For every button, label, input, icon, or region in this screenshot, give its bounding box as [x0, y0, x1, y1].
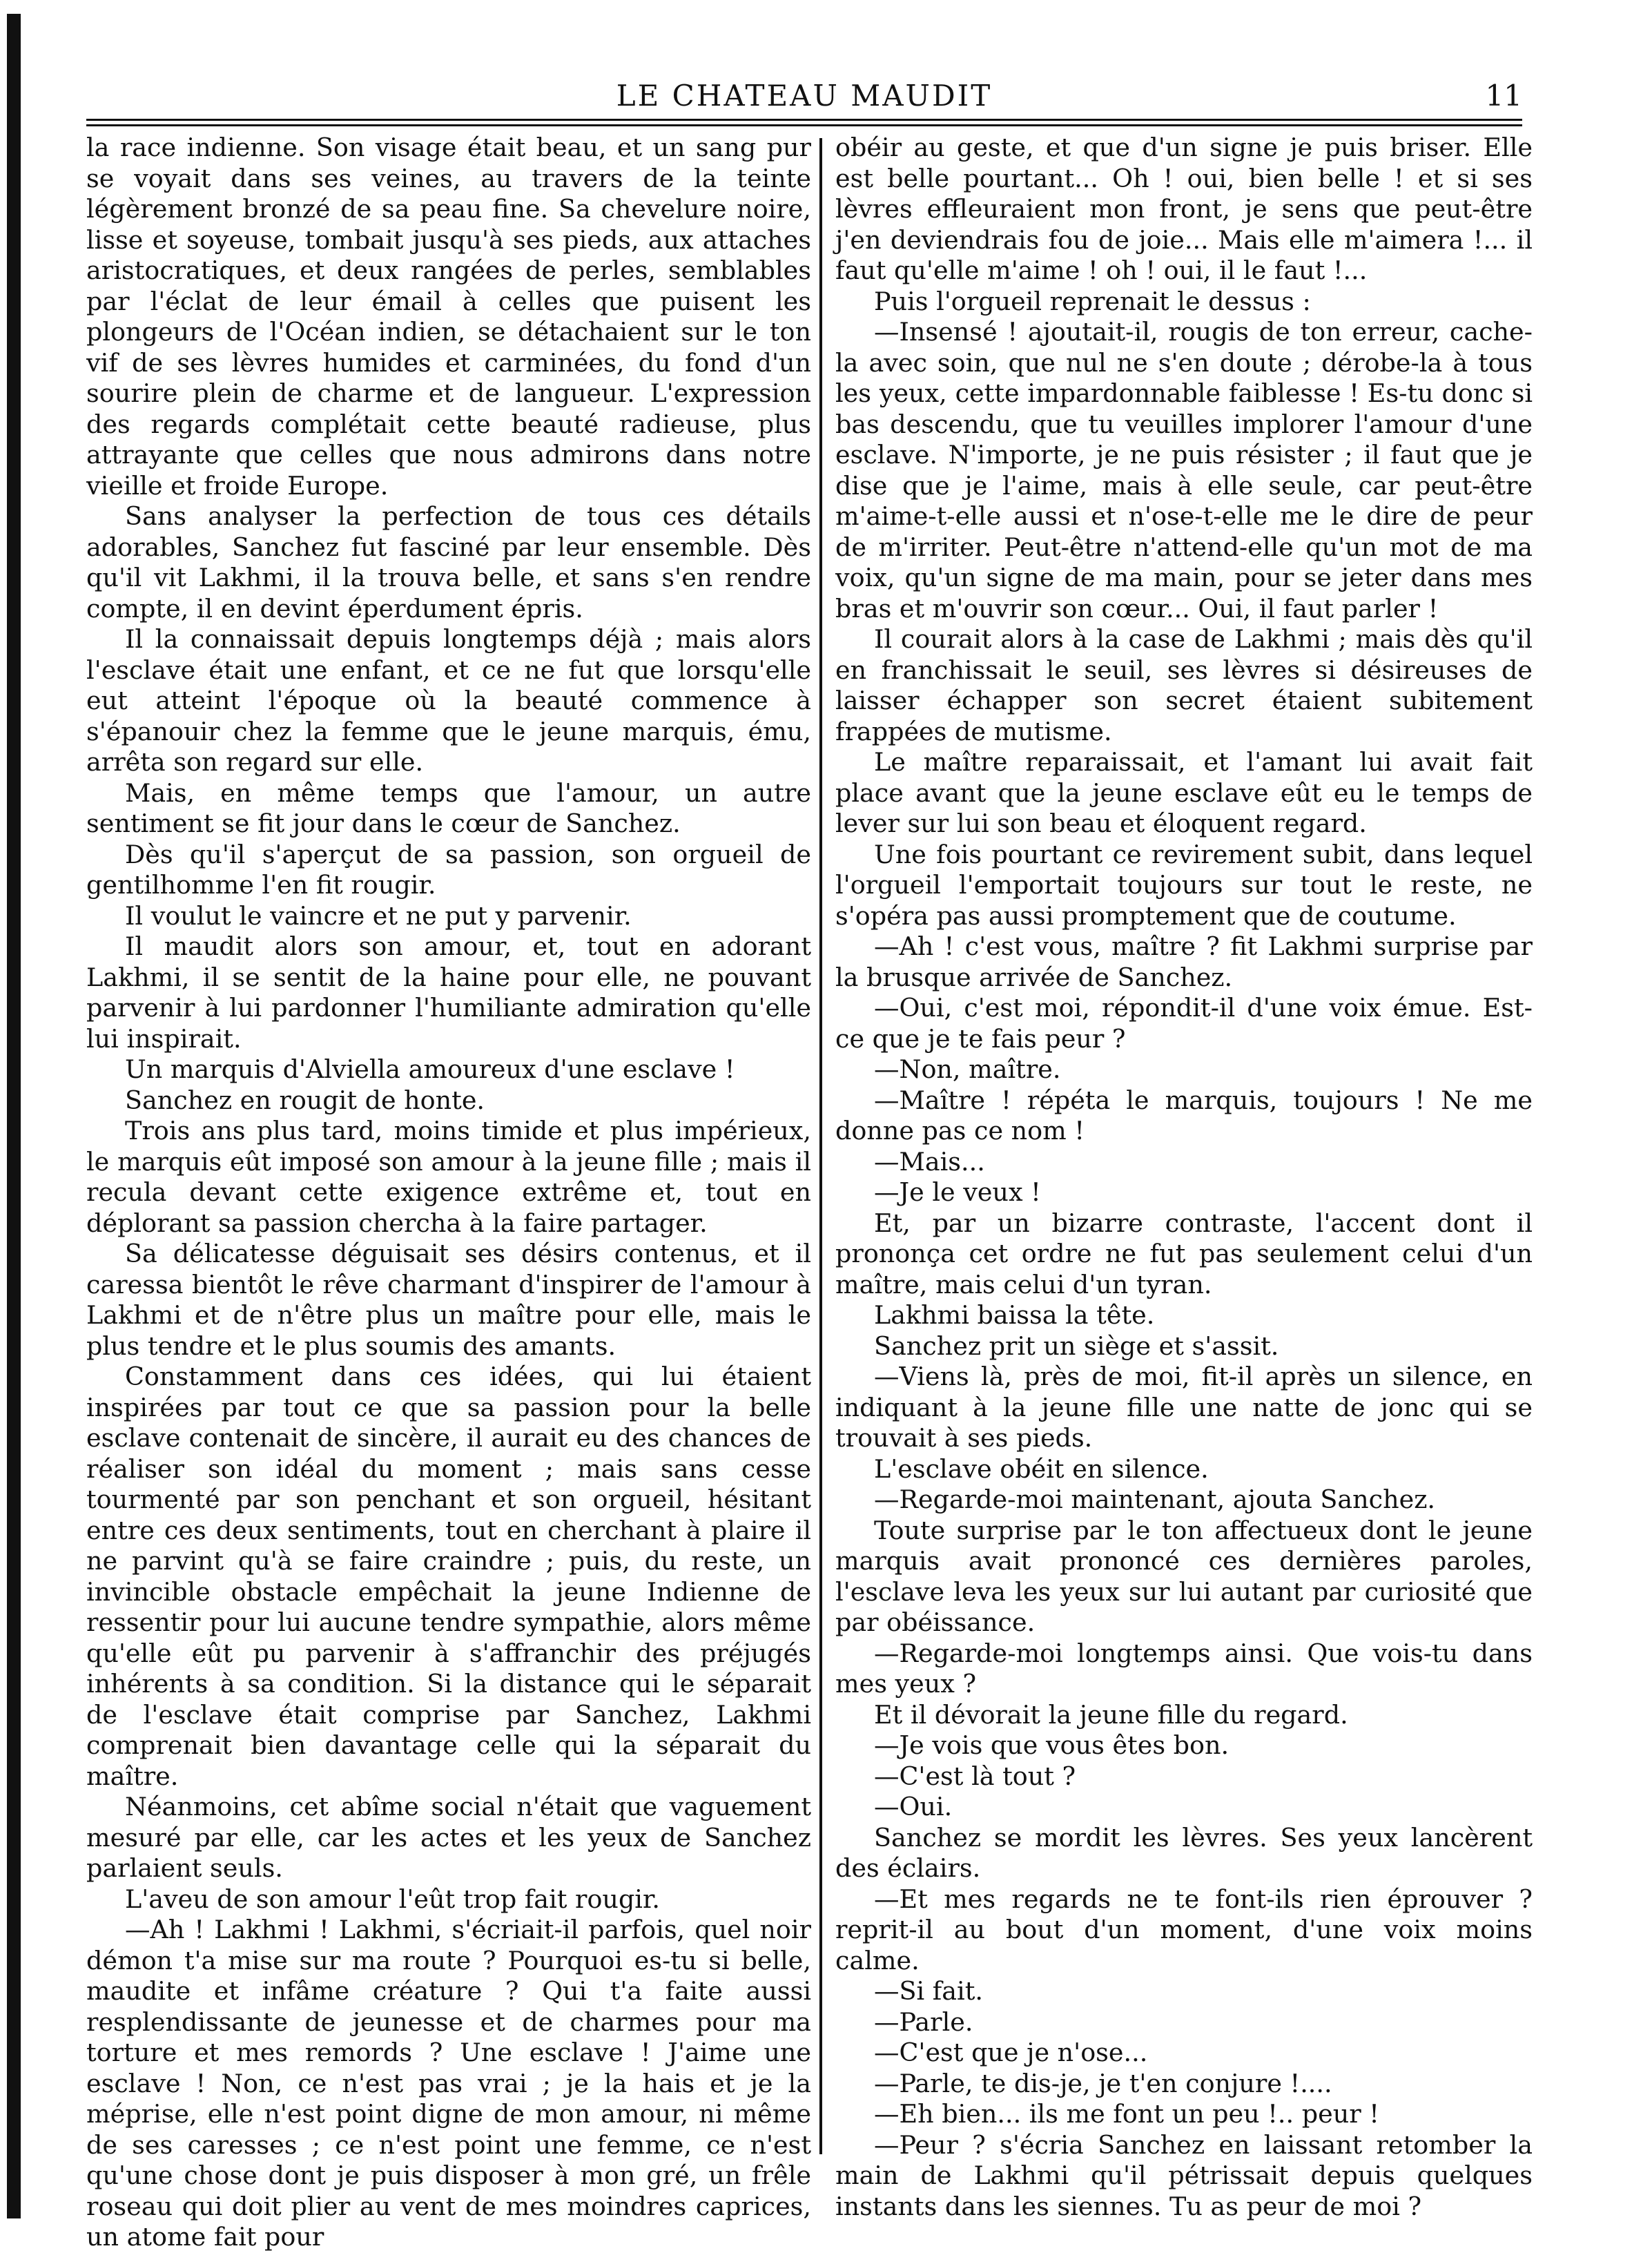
paragraph: —Maître ! répéta le marquis, toujours ! Ne me donne pas ce nom ! [835, 1085, 1533, 1145]
paragraph: Il voulut le vaincre et ne put y parvenir. [125, 900, 632, 931]
running-title: LE CHATEAU MAUDIT [616, 79, 993, 113]
paragraph: —Peur ? s'écria Sanchez en laissant retomber la main de Lakhmi qu'il pétrissait depuis quelques instants dans les siennes. Tu as peur de moi ? [835, 2129, 1533, 2221]
column-divider [819, 138, 822, 2154]
paragraph: —Regarde-moi longtemps ainsi. Que vois-tu dans mes yeux ? [835, 1638, 1533, 1699]
paragraph: Toute surprise par le ton affectueux dont le jeune marquis avait prononcé ces dernières paroles, l'esclave leva les yeux sur lui autant par curiosité que par obéissance. [835, 1515, 1533, 1637]
paragraph: Il la connaissait depuis longtemps déjà ; mais alors l'esclave était une enfant, et ce ne fut que lorsqu'elle eut atteint l'époque où la beauté commence à s'épanouir chez la femme que le jeune marquis, ému, arrêta son regard sur elle. [86, 624, 811, 777]
paragraph: Sanchez en rougit de honte. [125, 1085, 485, 1115]
paragraph: Puis l'orgueil reprenait le dessus : [874, 286, 1311, 316]
paragraph: —Je le veux ! [874, 1177, 1041, 1207]
binding-edge [7, 14, 21, 2218]
paragraph: L'aveu de son amour l'eût trop fait rougir. [125, 1884, 661, 1914]
paragraph: —Ah ! Lakhmi ! Lakhmi, s'écriait-il parfois, quel noir démon t'a mise sur ma route ? Pourquoi es-tu si belle, maudite et infâme créature ? Qui t'a faite aussi resplendissante de jeunesse et de charmes pour ma torture et mes remords ? Une esclave ! J'aime une esclave ! Non, ce n'est pas vrai ; je la hais et je la méprise, elle n'est point digne de mon amour, ni même de ses caresses ; ce n'est point une femme, ce n'est qu'une chose dont je puis disposer à mon gré, un frêle roseau qui doit plier au vent de mes moindres caprices, un atome fait pour [86, 1915, 811, 2252]
paragraph: L'esclave obéit en silence. [874, 1453, 1209, 1484]
paragraph: —Si fait. [874, 1976, 983, 2006]
paragraph: Un marquis d'Alviella amoureux d'une esclave ! [125, 1054, 735, 1084]
paragraph: —Non, maître. [874, 1054, 1061, 1084]
paragraph: —C'est là tout ? [874, 1761, 1076, 1791]
paragraph: Dès qu'il s'aperçut de sa passion, son orgueil de gentilhomme l'en fit rougir. [86, 839, 811, 900]
paragraph: Constamment dans ces idées, qui lui étaient inspirées par tout ce que sa passion pour la belle esclave contenait de sincère, il aurait eu des chances de réaliser son idéal du moment ; mais sans cesse tourmenté par son penchant et son orgueil, hésitant entre ces deux sentiments, tout en cherchant à plaire il ne parvint qu'à se faire craindre ; puis, du reste, un invincible obstacle empêchait la jeune Indienne de ressentir pour lui aucune tendre sympathie, alors même qu'elle eût pu parvenir à s'affranchir des préjugés inhérents à sa condition. Si la distance qui le séparait de l'esclave était comprise par Sanchez, Lakhmi comprenait bien davantage celle qui la séparait du maître. [86, 1362, 811, 1791]
paragraph: Néanmoins, cet abîme social n'était que vaguement mesuré par elle, car les actes et les yeux de Sanchez parlaient seuls. [86, 1792, 811, 1883]
paragraph: —Parle, te dis-je, je t'en conjure !.... [874, 2068, 1332, 2098]
left-column [86, 133, 811, 2253]
paragraph: —Oui, c'est moi, répondit-il d'une voix émue. Est-ce que je te fais peur ? [835, 993, 1533, 1054]
paragraph: —Insensé ! ajoutait-il, rougis de ton erreur, cache-la avec soin, que nul ne s'en doute ; dérobe-la à tous les yeux, cette impardonnable faiblesse ! Es-tu donc si bas descendu, que tu veuilles implorer l'amour d'une esclave. N'importe, je ne puis résister ; il faut que je dise que je l'aime, mais à elle seule, car peut-être m'aime-t-elle aussi et n'ose-t-elle me le dire de peur de m'irriter. Peut-être n'attend-elle qu'un mot de ma voix, qu'un signe de ma main, pour se jeter dans mes bras et m'ouvrir son cœur... Oui, il faut parler ! [835, 317, 1533, 623]
paragraph: Sanchez prit un siège et s'assit. [874, 1331, 1279, 1361]
paragraph: obéir au geste, et que d'un signe je puis briser. Elle est belle pourtant... Oh ! oui, bien belle ! et si ses lèvres effleuraient mon front, je sens que peut-être j'en deviendrais fou de joie... Mais elle m'aimera !... il faut qu'elle m'aime ! oh ! oui, il le faut !... [835, 133, 1533, 285]
paragraph: la race indienne. Son visage était beau, et un sang pur se voyait dans ses veines, au travers de la teinte légèrement bronzé de sa peau fine. Sa chevelure noire, lisse et soyeuse, tombait jusqu'à ses pieds, aux attaches aristocratiques, et deux rangées de perles, semblables par l'éclat de leur émail à celles que puisent les plongeurs de l'Océan indien, se détachaient sur le ton vif de ses lèvres humides et carminées, du fond d'un sourire plein de charme et de langueur. L'expression des regards complétait cette beauté radieuse, plus attrayante que celles que nous admirons dans notre vieille et froide Europe. [86, 133, 811, 501]
header-rule-bottom [86, 124, 1522, 126]
paragraph: Une fois pourtant ce revirement subit, dans lequel l'orgueil l'emportait toujours sur tout le reste, ne s'opéra pas aussi promptement que de coutume. [835, 839, 1533, 931]
page-header [86, 75, 1522, 117]
paragraph: Sa délicatesse déguisait ses désirs contenus, et il caressa bientôt le rêve charmant d'inspirer de l'amour à Lakhmi et de n'être plus un maître pour elle, mais le plus tendre et le plus soumis des amants. [86, 1239, 811, 1361]
paragraph: —Je vois que vous êtes bon. [874, 1730, 1230, 1760]
paragraph: —Mais... [874, 1146, 985, 1177]
paragraph: Mais, en même temps que l'amour, un autre sentiment se fit jour dans le cœur de Sanchez. [86, 777, 811, 838]
paragraph: —C'est que je n'ose... [874, 2038, 1148, 2067]
paragraph: Lakhmi baissa la tête. [874, 1300, 1155, 1330]
paragraph: —Ah ! c'est vous, maître ? fit Lakhmi surprise par la brusque arrivée de Sanchez. [835, 931, 1533, 992]
paragraph: —Oui. [874, 1792, 953, 1821]
paragraph: Et il dévorait la jeune fille du regard. [874, 1699, 1348, 1730]
right-column [835, 133, 1533, 2222]
paragraph: Trois ans plus tard, moins timide et plus impérieux, le marquis eût imposé son amour à la jeune fille ; mais il recula devant cette exigence extrême et, tout en déplorant sa passion chercha à la faire partager. [86, 1116, 811, 1238]
paragraph: —Et mes regards ne te font-ils rien éprouver ? reprit-il au bout d'un moment, d'une voix moins calme. [835, 1884, 1533, 1975]
paragraph: —Eh bien... ils me font un peu !.. peur ! [874, 2099, 1379, 2129]
paragraph: —Viens là, près de moi, fit-il après un silence, en indiquant à la jeune fille une natte de jonc qui se trouvait à ses pieds. [835, 1362, 1533, 1453]
paragraph: Sanchez se mordit les lèvres. Ses yeux lancèrent des éclairs. [835, 1822, 1533, 1883]
page-number: 11 [1485, 79, 1522, 113]
paragraph: —Regarde-moi maintenant, ajouta Sanchez. [874, 1485, 1436, 1514]
paragraph: —Parle. [874, 2007, 973, 2037]
paragraph: Et, par un bizarre contraste, l'accent dont il prononça cet ordre ne fut pas seulement celui d'un maître, mais celui d'un tyran. [835, 1208, 1533, 1299]
paragraph: Il maudit alors son amour, et, tout en adorant Lakhmi, il se sentit de la haine pour elle, ne pouvant parvenir à lui pardonner l'humiliante admiration qu'elle lui inspirait. [86, 931, 811, 1054]
paragraph: Sans analyser la perfection de tous ces détails adorables, Sanchez fut fasciné par leur ensemble. Dès qu'il vit Lakhmi, il la trouva belle, et sans s'en rendre compte, il en devint éperdument épris. [86, 501, 811, 623]
paragraph: Il courait alors à la case de Lakhmi ; mais dès qu'il en franchissait le seuil, ses lèvres si désireuses de laisser échapper son secret étaient subitement frappées de mutisme. [835, 624, 1533, 746]
paragraph: Le maître reparaissait, et l'amant lui avait fait place avant que la jeune esclave eût eu le temps de lever sur lui son beau et éloquent regard. [835, 747, 1533, 838]
header-rule-top [86, 119, 1522, 121]
